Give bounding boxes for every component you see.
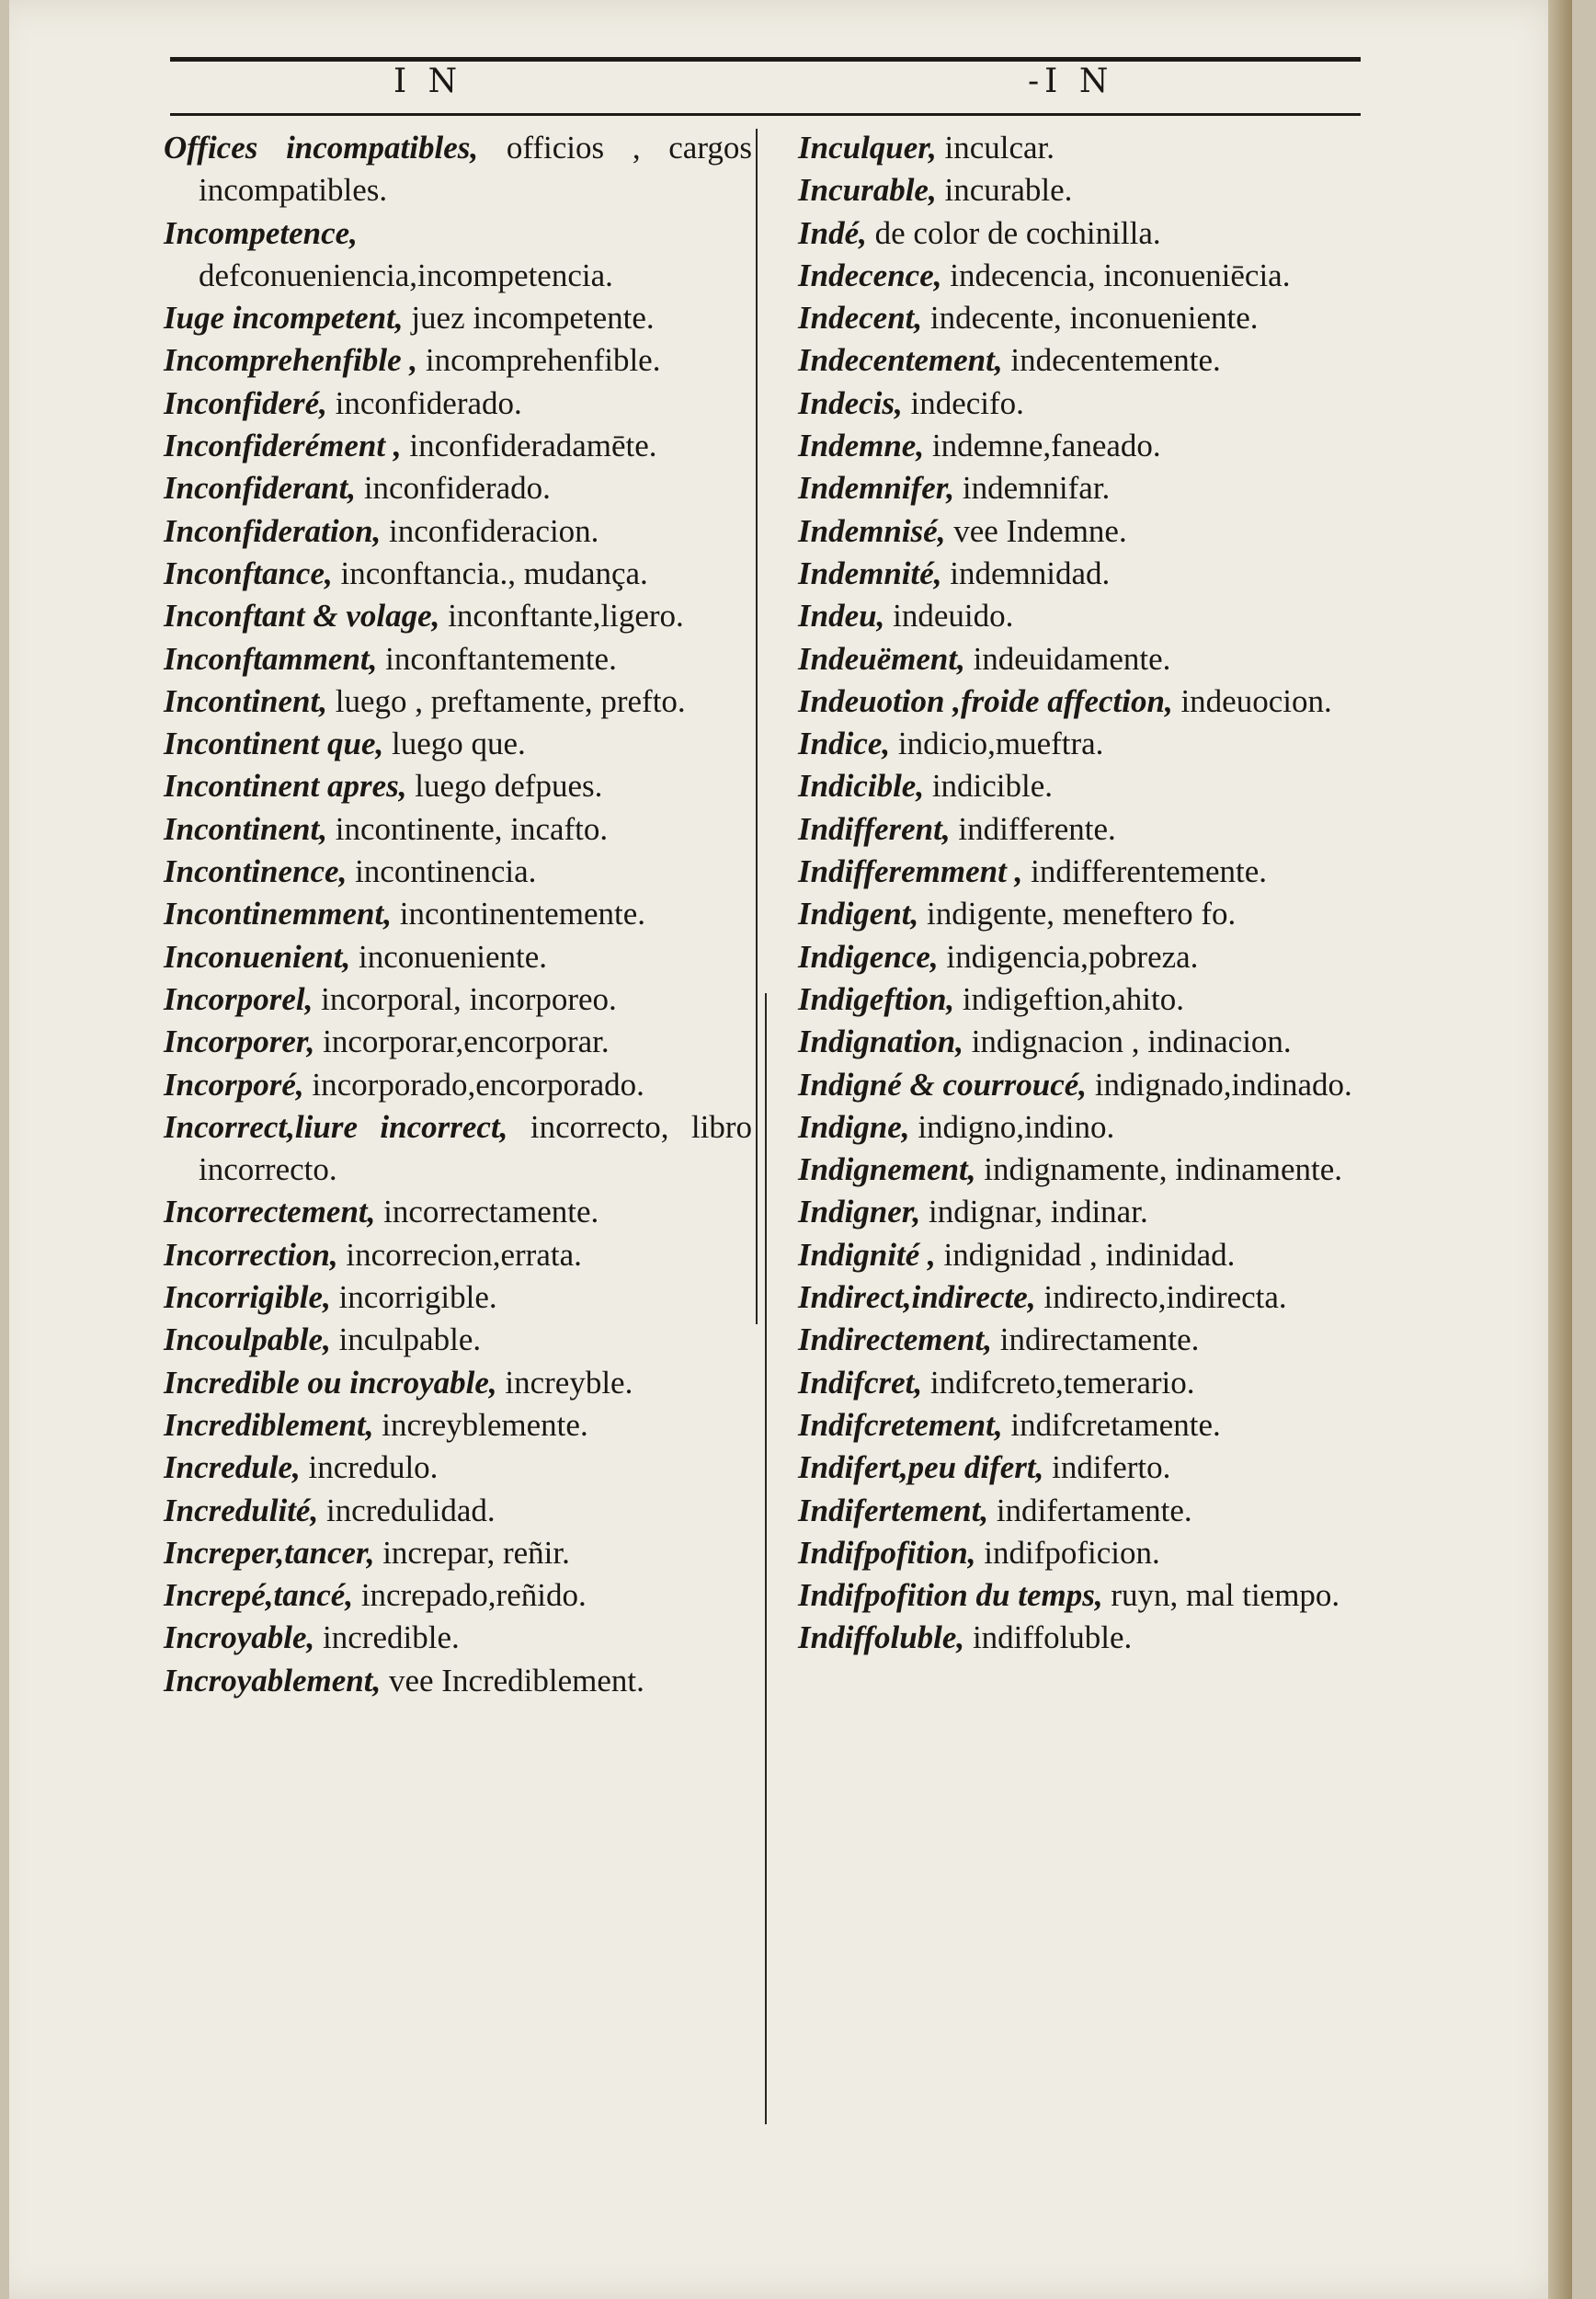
- entry-headword: Indifferent,: [798, 810, 951, 847]
- entry-headword: Indignité ,: [798, 1236, 936, 1273]
- entry-translation: indeuocion.: [1172, 682, 1332, 719]
- entry-headword: Inconfideré,: [164, 384, 327, 421]
- entry-translation: indecente, inconueniente.: [922, 300, 1259, 337]
- dictionary-entry: [164, 297, 752, 339]
- entry-translation: indeuidamente.: [964, 640, 1171, 677]
- dictionary-entry: [798, 1234, 1386, 1276]
- entry-headword: Incontinent,: [164, 682, 327, 719]
- dictionary-entry: [798, 1447, 1386, 1489]
- entry-headword: Incorporer,: [164, 1024, 315, 1060]
- entry-headword: Indifertement,: [798, 1492, 989, 1528]
- dictionary-entry: [164, 1574, 752, 1617]
- entry-translation: incredible.: [314, 1619, 460, 1656]
- entry-translation: indigno,indino.: [909, 1108, 1115, 1145]
- right-running-head: -I N: [1028, 63, 1114, 100]
- entry-translation: increyble.: [496, 1364, 633, 1401]
- left-running-head: I N: [393, 63, 463, 100]
- entry-headword: Indifferemment ,: [798, 853, 1023, 890]
- entry-headword: Incroyablement,: [164, 1662, 382, 1699]
- entry-headword: Incredible ou incroyable,: [164, 1364, 497, 1401]
- entry-headword: Inconftamment,: [164, 640, 378, 677]
- entry-headword: Indignement,: [798, 1151, 976, 1188]
- entry-translation: vee Indemne.: [945, 512, 1127, 549]
- dictionary-entry: [798, 127, 1386, 169]
- entry-translation: increyblemente.: [373, 1406, 588, 1443]
- entry-translation: indeuido.: [884, 598, 1014, 635]
- entry-headword: Incorrectement,: [164, 1194, 376, 1230]
- entry-translation: inconfideracion.: [381, 512, 599, 549]
- entry-translation: inconftantemente.: [377, 640, 617, 677]
- entry-headword: Incorrection,: [164, 1236, 338, 1273]
- right-column: [798, 127, 1386, 1660]
- entry-translation: luego defpues.: [406, 768, 603, 805]
- entry-translation: incredulo.: [300, 1449, 439, 1486]
- entry-translation: increpar, reñir.: [374, 1534, 570, 1571]
- dictionary-entry: [798, 1532, 1386, 1574]
- entry-translation: inconftancia., mudança.: [332, 555, 648, 591]
- dictionary-entry: [164, 1490, 752, 1532]
- entry-translation: indemnifar.: [954, 470, 1111, 507]
- dictionary-entry: [164, 1362, 752, 1404]
- entry-translation: indifpoficion.: [975, 1534, 1160, 1571]
- entry-headword: Indigner,: [798, 1194, 921, 1230]
- entry-translation: defconueniencia,incompetencia.: [199, 257, 613, 293]
- entry-headword: Increper,tancer,: [164, 1534, 375, 1571]
- entry-headword: Inconfiderément ,: [164, 428, 402, 464]
- dictionary-entry: [164, 1106, 752, 1192]
- left-column: [164, 127, 752, 1702]
- entry-translation: indirecto,indirecta.: [1035, 1279, 1287, 1316]
- dictionary-entry: [798, 893, 1386, 935]
- entry-translation: de color de cochinilla.: [866, 214, 1161, 251]
- entry-translation: indecifo.: [902, 384, 1024, 421]
- entry-headword: Incorporel,: [164, 980, 314, 1017]
- entry-headword: Indifcret,: [798, 1364, 923, 1401]
- entry-translation: inconfiderado.: [356, 470, 551, 507]
- entry-translation: indecencia, inconueniēcia.: [941, 257, 1291, 293]
- entry-headword: Incredulité,: [164, 1492, 319, 1528]
- page-edge: [1548, 0, 1572, 2299]
- entry-headword: Inconftance,: [164, 555, 333, 591]
- entry-headword: Incontinence,: [164, 853, 348, 890]
- entry-headword: Incorrigible,: [164, 1279, 331, 1316]
- entry-headword: Incroyable,: [164, 1619, 315, 1656]
- dictionary-entry: [164, 638, 752, 681]
- entry-headword: Incrediblement,: [164, 1406, 374, 1443]
- dictionary-entry: [164, 765, 752, 807]
- dictionary-entry: [164, 893, 752, 935]
- dictionary-entry: [164, 595, 752, 637]
- entry-headword: Incontinent que,: [164, 726, 384, 762]
- entry-headword: Indifpofition du temps,: [798, 1577, 1103, 1614]
- dictionary-entry: [798, 1574, 1386, 1617]
- entry-headword: Incurable,: [798, 172, 937, 209]
- dictionary-entry: [164, 1404, 752, 1447]
- entry-translation: officios , cargos incompatibles.: [199, 130, 752, 209]
- entry-headword: Indemnité,: [798, 555, 942, 591]
- dictionary-entry: [798, 1149, 1386, 1191]
- entry-headword: Incontinemment,: [164, 896, 392, 932]
- dictionary-entry: [798, 765, 1386, 807]
- entry-headword: Inconuenient,: [164, 938, 351, 975]
- entry-headword: Indifert,peu difert,: [798, 1449, 1044, 1486]
- entry-headword: Indeuëment,: [798, 640, 965, 677]
- dictionary-entry: [164, 1021, 752, 1063]
- dictionary-entry: [164, 1319, 752, 1361]
- entry-translation: indignado,indinado.: [1087, 1066, 1352, 1103]
- dictionary-entry: [164, 1447, 752, 1489]
- dictionary-entry: [798, 212, 1386, 255]
- entry-translation: indifertamente.: [988, 1492, 1192, 1528]
- dictionary-entry: [798, 1362, 1386, 1404]
- entry-headword: Incoulpable,: [164, 1321, 331, 1358]
- dictionary-entry: [798, 255, 1386, 297]
- dictionary-entry: [164, 1660, 752, 1702]
- dictionary-entry: [164, 681, 752, 723]
- entry-headword: Indigné & courroucé,: [798, 1066, 1088, 1103]
- entry-translation: incontinencia.: [347, 853, 537, 890]
- entry-translation: incorrectamente.: [375, 1194, 599, 1230]
- entry-headword: Indeuotion ,froide affection,: [798, 682, 1173, 719]
- dictionary-entry: [798, 851, 1386, 893]
- dictionary-entry: [798, 978, 1386, 1021]
- dictionary-entry: [164, 808, 752, 851]
- entry-translation: luego que.: [383, 726, 526, 762]
- entry-translation: indigeftion,ahito.: [954, 980, 1184, 1017]
- dictionary-entry: [798, 1617, 1386, 1659]
- entry-headword: Incorporé,: [164, 1066, 304, 1103]
- dictionary-entry: [164, 723, 752, 765]
- entry-headword: Indirectement,: [798, 1321, 992, 1358]
- entry-headword: Indemnisé,: [798, 512, 946, 549]
- entry-translation: indignamente, indinamente.: [975, 1151, 1343, 1188]
- dictionary-entry: [798, 1404, 1386, 1447]
- entry-translation: vee Incrediblement.: [381, 1662, 644, 1699]
- dictionary-entry: [798, 808, 1386, 851]
- entry-headword: Indecence,: [798, 257, 942, 293]
- entry-headword: Indigence,: [798, 938, 939, 975]
- entry-translation: incomprehenfible.: [417, 342, 661, 379]
- entry-headword: Indecis,: [798, 384, 903, 421]
- dictionary-entry: [164, 212, 752, 298]
- entry-translation: indicio,mueftra.: [890, 726, 1104, 762]
- entry-headword: Incontinent,: [164, 810, 327, 847]
- column-divider-top: [756, 129, 758, 1324]
- dictionary-entry: [164, 1617, 752, 1659]
- entry-translation: indigente, meneftero fo.: [918, 896, 1237, 932]
- dictionary-entry: [164, 127, 752, 212]
- entry-headword: Indecentement,: [798, 342, 1003, 379]
- dictionary-entry: [164, 425, 752, 467]
- entry-translation: indignidad , indinidad.: [935, 1236, 1236, 1273]
- dictionary-entry: [164, 978, 752, 1021]
- dictionary-entry: [798, 169, 1386, 212]
- header-rule: [170, 113, 1361, 116]
- dictionary-entry: [798, 553, 1386, 595]
- entry-translation: indirectamente.: [991, 1321, 1200, 1358]
- entry-headword: Indé,: [798, 214, 867, 251]
- entry-translation: inculcar.: [936, 130, 1055, 166]
- entry-translation: incorporado,encorporado.: [303, 1066, 644, 1103]
- entry-headword: Incomprehenfible ,: [164, 342, 418, 379]
- entry-headword: Offices incompatibles,: [164, 130, 479, 166]
- dictionary-entry: [798, 1191, 1386, 1233]
- dictionary-entry: [798, 1490, 1386, 1532]
- entry-translation: indifcretamente.: [1002, 1406, 1221, 1443]
- dictionary-entry: [164, 936, 752, 978]
- entry-headword: Incorrect,liure incorrect,: [164, 1108, 508, 1145]
- entry-headword: Indigent,: [798, 896, 919, 932]
- entry-translation: incorporal, incorporeo.: [313, 980, 617, 1017]
- dictionary-entry: [798, 467, 1386, 509]
- dictionary-entry: [164, 1191, 752, 1233]
- entry-translation: inconfiderado.: [326, 384, 522, 421]
- dictionary-entry: [798, 723, 1386, 765]
- entry-translation: indicible.: [924, 768, 1054, 805]
- dictionary-entry: [164, 851, 752, 893]
- dictionary-entry: [798, 383, 1386, 425]
- dictionary-entry: [164, 510, 752, 553]
- entry-headword: Indigne,: [798, 1108, 910, 1145]
- dictionary-entry: [798, 297, 1386, 339]
- entry-translation: indigencia,pobreza.: [938, 938, 1199, 975]
- entry-translation: juez incompetente.: [403, 300, 655, 337]
- entry-headword: Increpé,tancé,: [164, 1577, 354, 1614]
- dictionary-entry: [798, 339, 1386, 382]
- dictionary-entry: [164, 1064, 752, 1106]
- entry-headword: Indice,: [798, 726, 891, 762]
- entry-translation: inculpable.: [330, 1321, 482, 1358]
- entry-translation: indignacion , indinacion.: [963, 1024, 1292, 1060]
- dictionary-entry: [798, 681, 1386, 723]
- entry-translation: indifcreto,temerario.: [922, 1364, 1195, 1401]
- entry-translation: ruyn, mal tiempo.: [1102, 1577, 1340, 1614]
- entry-translation: indecentemente.: [1002, 342, 1221, 379]
- dictionary-entry: [164, 1532, 752, 1574]
- entry-translation: incontinente, incafto.: [326, 810, 609, 847]
- dictionary-entry: [798, 936, 1386, 978]
- entry-headword: Indignation,: [798, 1024, 963, 1060]
- dictionary-entry: [164, 1276, 752, 1319]
- entry-headword: Inconftant & volage,: [164, 598, 440, 635]
- dictionary-entry: [798, 1276, 1386, 1319]
- entry-translation: incurable.: [936, 172, 1073, 209]
- entry-headword: Indifcretement,: [798, 1406, 1003, 1443]
- entry-translation: incorrecto, libro incorrecto.: [199, 1108, 753, 1188]
- entry-headword: Incredule,: [164, 1449, 301, 1486]
- entry-headword: Indeu,: [798, 598, 885, 635]
- entry-translation: incontinentemente.: [391, 896, 645, 932]
- entry-headword: Indiffoluble,: [798, 1619, 965, 1656]
- entry-translation: incorrigible.: [330, 1279, 497, 1316]
- entry-translation: incorrecion,errata.: [337, 1236, 582, 1273]
- dictionary-entry: [798, 1106, 1386, 1149]
- entry-headword: Indirect,indirecte,: [798, 1279, 1036, 1316]
- dictionary-entry: [798, 1319, 1386, 1361]
- entry-headword: Inconfiderant,: [164, 470, 357, 507]
- entry-headword: Inculquer,: [798, 130, 937, 166]
- entry-translation: inconueniente.: [350, 938, 548, 975]
- entry-translation: indiffoluble.: [964, 1619, 1133, 1656]
- dictionary-entry: [798, 1021, 1386, 1063]
- entry-headword: Inconfideration,: [164, 512, 382, 549]
- dictionary-entry: [798, 595, 1386, 637]
- entry-headword: Indifpofition,: [798, 1534, 976, 1571]
- dictionary-entry: [798, 638, 1386, 681]
- entry-headword: Indigeftion,: [798, 980, 955, 1017]
- dictionary-page: [9, 0, 1572, 2299]
- entry-translation: incorporar,encorporar.: [314, 1024, 610, 1060]
- dictionary-entry: [798, 510, 1386, 553]
- entry-translation: indemne,faneado.: [924, 428, 1161, 464]
- entry-translation: inconfideradamēte.: [401, 428, 657, 464]
- entry-translation: incredulidad.: [318, 1492, 496, 1528]
- dictionary-entry: [164, 553, 752, 595]
- dictionary-entry: [798, 1064, 1386, 1106]
- column-divider-bottom: [765, 993, 767, 2124]
- entry-translation: indignar, indinar.: [920, 1194, 1148, 1230]
- dictionary-entry: [164, 383, 752, 425]
- entry-headword: Indecent,: [798, 300, 923, 337]
- top-rule: [170, 57, 1361, 62]
- entry-headword: Incontinent apres,: [164, 768, 407, 805]
- entry-translation: indemnidad.: [941, 555, 1111, 591]
- entry-headword: Indemnifer,: [798, 470, 955, 507]
- dictionary-entry: [798, 425, 1386, 467]
- entry-translation: indifferentemente.: [1022, 853, 1267, 890]
- entry-translation: indiferto.: [1043, 1449, 1171, 1486]
- entry-translation: indifferente.: [950, 810, 1116, 847]
- entry-translation: luego , preftamente, prefto.: [326, 682, 686, 719]
- entry-translation: inconftante,ligero.: [439, 598, 684, 635]
- dictionary-entry: [164, 1234, 752, 1276]
- entry-headword: Iuge incompetent,: [164, 300, 404, 337]
- dictionary-entry: [164, 339, 752, 382]
- entry-headword: Incompetence,: [164, 214, 358, 251]
- entry-headword: Indemne,: [798, 428, 925, 464]
- dictionary-entry: [164, 467, 752, 509]
- entry-translation: increpado,reñido.: [353, 1577, 587, 1614]
- entry-headword: Indicible,: [798, 768, 925, 805]
